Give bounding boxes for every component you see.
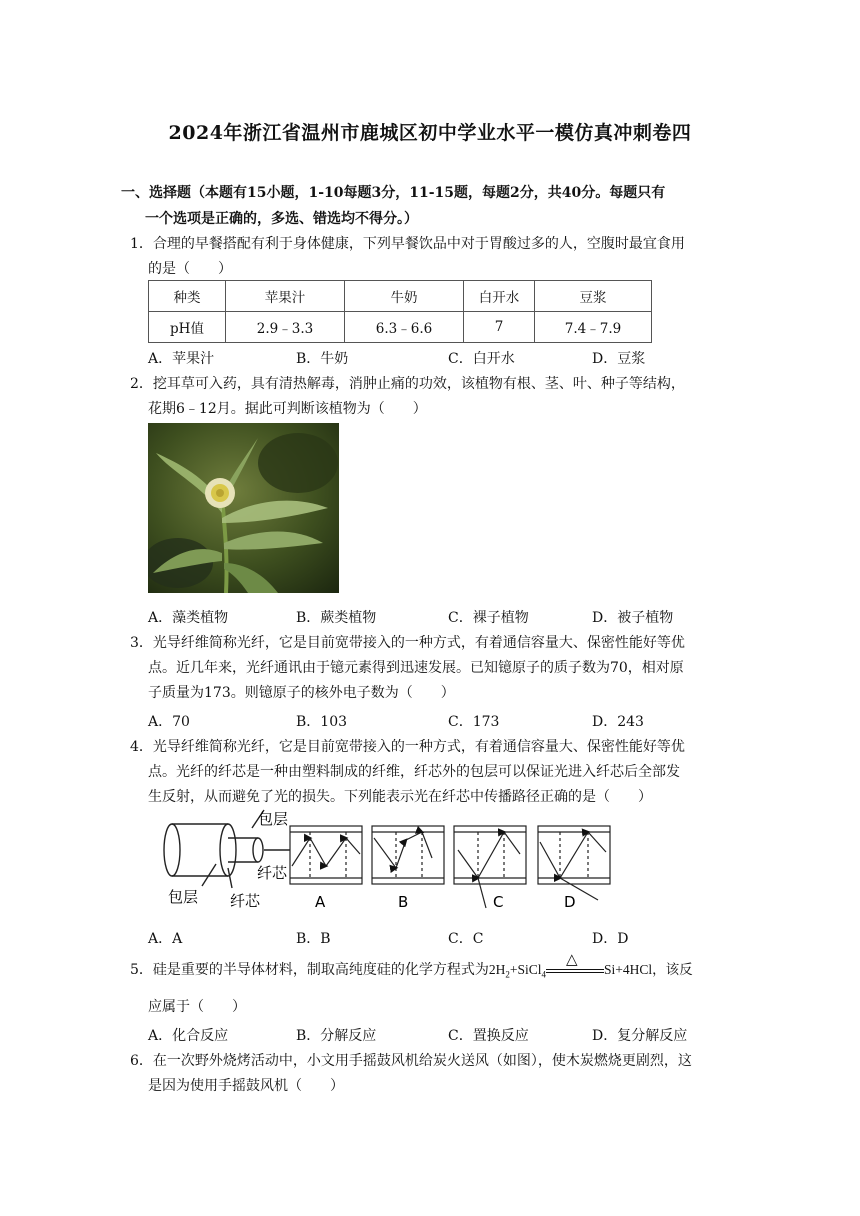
q2-stem-line1: 2．挖耳草可入药，具有清热解毒，消肿止痛的功效，该植物有根、茎、叶、种子等结构， [130, 376, 685, 392]
q5-option-c[interactable]: C．置换反应 [448, 1028, 529, 1044]
label-core-bottom: 纤芯 [230, 892, 261, 910]
table-cell: 牛奶 [345, 281, 464, 312]
panel-b [372, 826, 444, 884]
q5-option-d[interactable]: D．复分解反应 [592, 1028, 688, 1044]
panel-a [290, 826, 362, 884]
q4-option-d[interactable]: D．D [592, 931, 629, 947]
panel-label-d: D [564, 893, 576, 911]
equation-left: $2H_2+SiCl_4$ [488, 962, 547, 980]
table-cell: 白开水 [464, 281, 535, 312]
ph-table [148, 280, 652, 343]
q1-option-b[interactable]: B．牛奶 [296, 351, 349, 367]
section-heading-line1: 一、选择题（本题有15小题，1-10每题3分，11-15题，每题2分，共40分。每题只有 [121, 185, 666, 201]
q4-option-a[interactable]: A．A [148, 931, 183, 947]
q2-option-c[interactable]: C．裸子植物 [448, 610, 529, 626]
q5-prefix: 5．硅是重要的半导体材料，制取高纯度硅的化学方程式为 [130, 962, 489, 978]
heat-symbol-icon: △ [566, 950, 578, 968]
panel-c [454, 826, 526, 908]
q4-stem-line3: 生反射，从而避免了光的损失。下列能表示光在纤芯中传播路径正确的是（ ） [148, 789, 652, 805]
q3-option-a[interactable]: A．70 [148, 714, 190, 730]
q6-stem-line2: 是因为使用手摇鼓风机（ ） [148, 1078, 344, 1094]
fiber-figure [160, 808, 620, 918]
q5-option-a[interactable]: A．化合反应 [148, 1028, 229, 1044]
panel-label-a: A [315, 893, 326, 911]
table-cell: 种类 [149, 281, 226, 312]
q2-option-d[interactable]: D．被子植物 [592, 610, 674, 626]
table-cell: pH值 [149, 312, 226, 343]
plant-photo [148, 423, 339, 593]
q3-option-c[interactable]: C．173 [448, 714, 500, 730]
q4-option-b[interactable]: B．B [296, 931, 331, 947]
panel-d [538, 826, 610, 900]
label-cladding-bottom: 包层 [168, 888, 199, 906]
q3-stem-line3: 子质量为173。则镱原子的核外电子数为（ ） [148, 685, 455, 701]
q2-option-b[interactable]: B．蕨类植物 [296, 610, 377, 626]
q1-option-d[interactable]: D．豆浆 [592, 351, 646, 367]
q1-stem-line2: 的是（ ） [148, 261, 232, 277]
q4-stem-line2: 点。光纤的纤芯是一种由塑料制成的纤维，纤芯外的包层可以保证光进入纤芯后全部发 [148, 764, 680, 780]
panel-label-b: B [398, 893, 409, 911]
equation-right: Si+4HCl，该反 [604, 962, 693, 977]
table-row [149, 312, 652, 343]
table-cell: 豆浆 [535, 281, 652, 312]
q1-option-a[interactable]: A．苹果汁 [148, 351, 215, 367]
reaction-condition [546, 950, 604, 977]
q5-stem-line2: 应属于（ ） [148, 999, 246, 1015]
q3-option-d[interactable]: D．243 [592, 714, 644, 730]
q3-option-b[interactable]: B．103 [296, 714, 348, 730]
label-core-right: 纤芯 [257, 864, 288, 882]
q4-option-c[interactable]: C．C [448, 931, 484, 947]
q3-stem-line1: 3．光导纤维简称光纤，它是目前宽带接入的一种方式，有着通信容量大、保密性能好等优 [130, 635, 685, 651]
q2-option-a[interactable]: A．藻类植物 [148, 610, 229, 626]
table-cell: 2.9﹣3.3 [226, 312, 345, 343]
table-cell: 7.4﹣7.9 [535, 312, 652, 343]
q1-option-c[interactable]: C．白开水 [448, 351, 515, 367]
label-cladding-top: 包层 [258, 810, 289, 828]
fiber-diagram [160, 808, 620, 918]
table-cell: 6.3﹣6.6 [345, 312, 464, 343]
table-cell: 7 [464, 312, 535, 343]
q1-stem-line1: 1．合理的早餐搭配有利于身体健康，下列早餐饮品中对于胃酸过多的人，空腹时最宜食用 [130, 236, 685, 252]
table-cell: 苹果汁 [226, 281, 345, 312]
panel-label-c: C [493, 893, 504, 911]
table-row [149, 281, 652, 312]
q3-stem-line2: 点。近几年来，光纤通讯由于镱元素得到迅速发展。已知镱原子的质子数为70，相对原 [148, 660, 684, 676]
page-title: 2024年浙江省温州市鹿城区初中学业水平一模仿真冲刺卷四 [168, 122, 692, 144]
q5-stem-line1 [130, 950, 693, 985]
q2-stem-line2: 花期6﹣12月。据此可判断该植物为（ ） [148, 401, 427, 417]
q4-stem-line1: 4．光导纤维简称光纤，它是目前宽带接入的一种方式，有着通信容量大、保密性能好等优 [130, 739, 685, 755]
q5-option-b[interactable]: B．分解反应 [296, 1028, 377, 1044]
q6-stem-line1: 6．在一次野外烧烤活动中，小文用手摇鼓风机给炭火送风（如图），使木炭燃烧更剧烈，这 [130, 1053, 692, 1069]
section-heading-line2: 一个选项是正确的，多选、错选均不得分。） [145, 211, 418, 227]
